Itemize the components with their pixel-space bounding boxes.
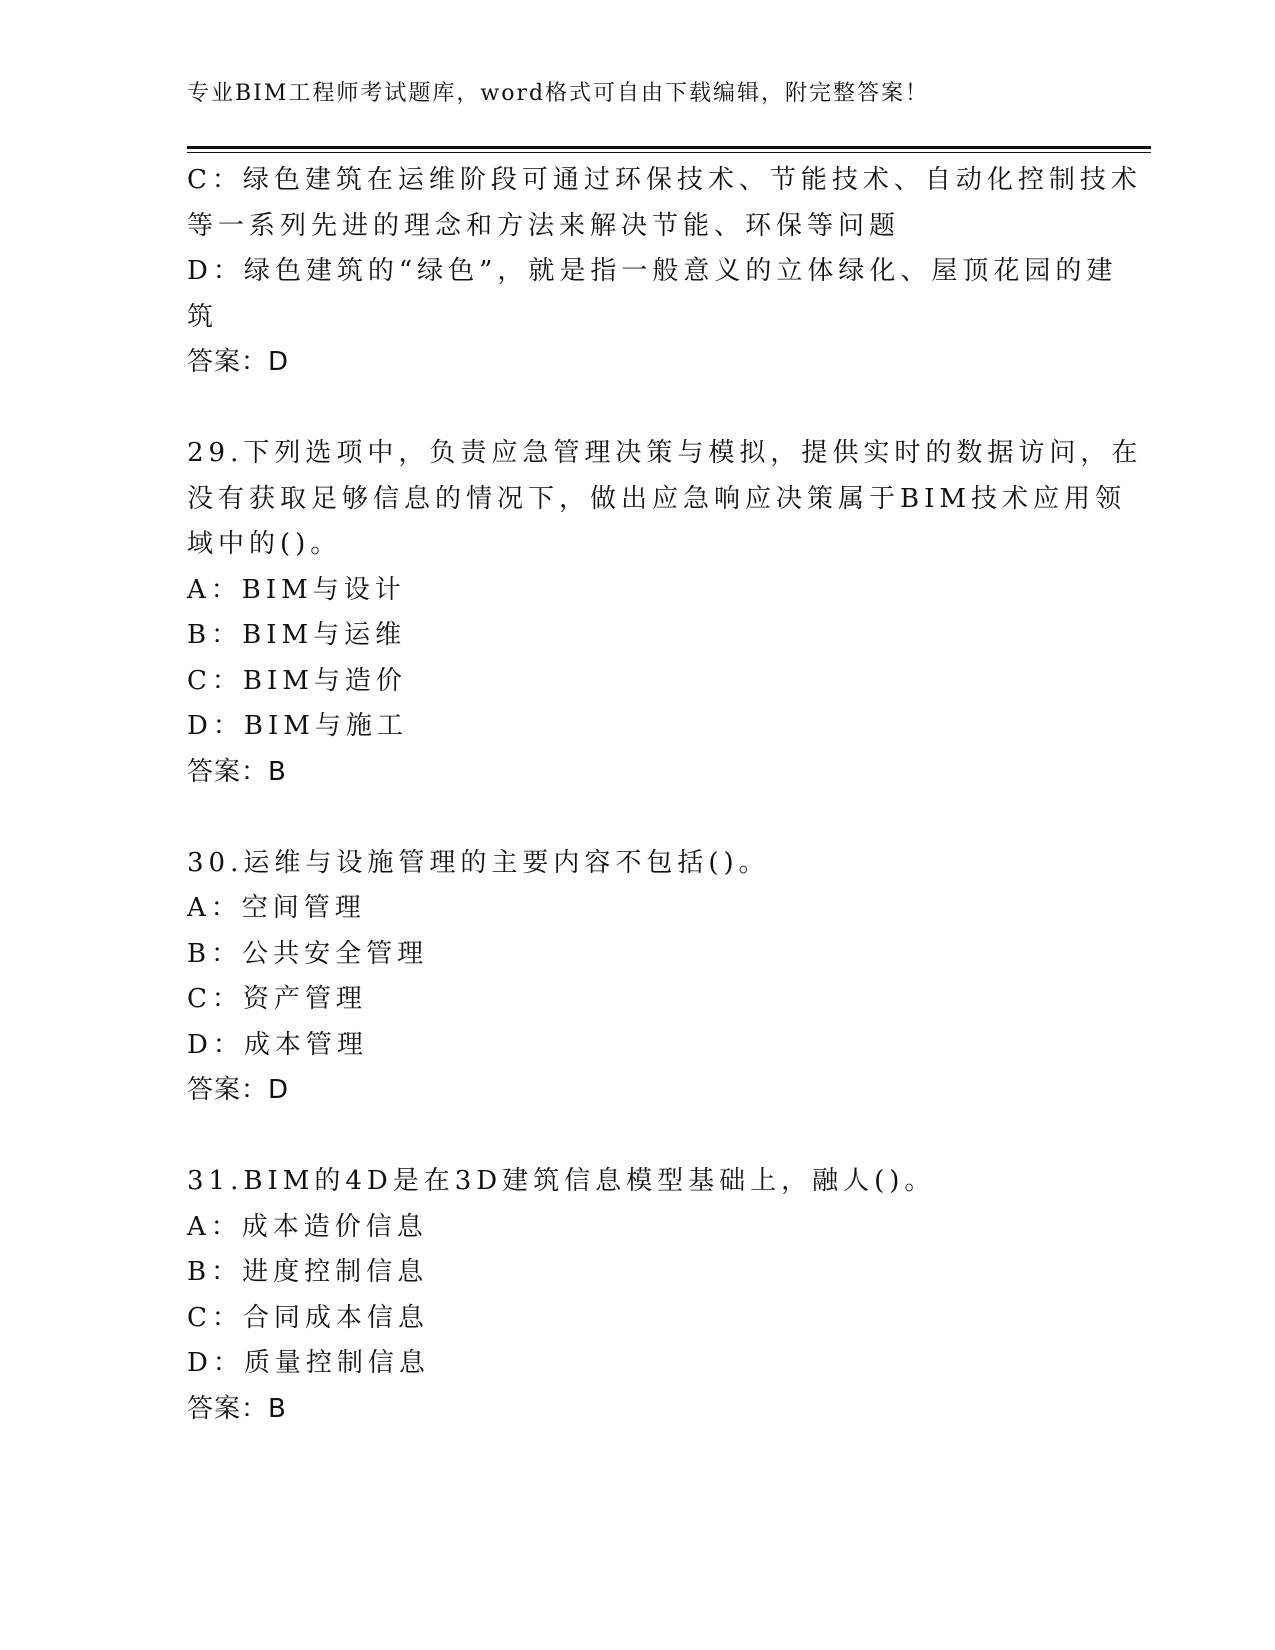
question-block-28 xyxy=(187,158,1142,386)
option-d: D：BIM与施工 xyxy=(187,711,408,741)
option-c: C：BIM与造价 xyxy=(187,665,407,696)
option-d: D：质量控制信息 xyxy=(187,1348,430,1378)
option-b: B：BIM与运维 xyxy=(187,620,407,650)
option-b: B：进度控制信息 xyxy=(187,1257,429,1287)
option-a: A：成本造价信息 xyxy=(187,1211,428,1242)
question-stem-line-1: 31.BIM的4D是在3D建筑信息模型基础上，融人()。 xyxy=(187,1166,936,1196)
answer-line: 答案：D xyxy=(187,347,290,377)
option-d-line-1: D：绿色建筑的“绿色”，就是指一般意义的立体绿化、屋顶花园的建 xyxy=(187,256,1118,286)
answer-line: 答案：B xyxy=(187,756,287,787)
question-stem-line-1: 29.下列选项中，负责应急管理决策与模拟，提供实时的数据访问，在 xyxy=(187,438,1143,468)
answer-line: 答案：D xyxy=(187,1075,290,1105)
option-c: C：合同成本信息 xyxy=(187,1302,429,1333)
spacer xyxy=(187,795,1087,841)
option-c: C：资产管理 xyxy=(187,984,367,1014)
question-stem-line-1: 30.运维与设施管理的主要内容不包括()。 xyxy=(187,847,770,878)
option-d-line-2: 筑 xyxy=(187,301,219,332)
question-stem-line-3: 域中的()。 xyxy=(187,529,342,559)
option-c-line-1: C：绿色建筑在运维阶段可通过环保技术、节能技术、自动化控制技术 xyxy=(187,165,1142,195)
answer-line: 答案：B xyxy=(187,1393,287,1424)
question-block-31 xyxy=(187,1159,1087,1432)
document-body xyxy=(187,158,1143,1432)
spacer xyxy=(187,1114,1087,1160)
option-b: B：公共安全管理 xyxy=(187,938,429,969)
question-block-29 xyxy=(187,431,1143,795)
question-block-30 xyxy=(187,841,1087,1114)
option-c-line-2: 等一系列先进的理念和方法来解决节能、环保等问题 xyxy=(187,210,901,241)
option-a: A：BIM与设计 xyxy=(187,574,406,605)
page-header: 专业BIM工程师考试题库，word格式可自由下载编辑，附完整答案！ xyxy=(187,81,930,106)
header-divider-thin xyxy=(187,152,1151,153)
spacer xyxy=(187,386,1087,432)
header-divider-thick xyxy=(187,146,1151,149)
option-a: A：空间管理 xyxy=(187,893,366,923)
option-d: D：成本管理 xyxy=(187,1029,368,1060)
question-stem-line-2: 没有获取足够信息的情况下，做出应急响应决策属于BIM技术应用领 xyxy=(187,483,1126,514)
